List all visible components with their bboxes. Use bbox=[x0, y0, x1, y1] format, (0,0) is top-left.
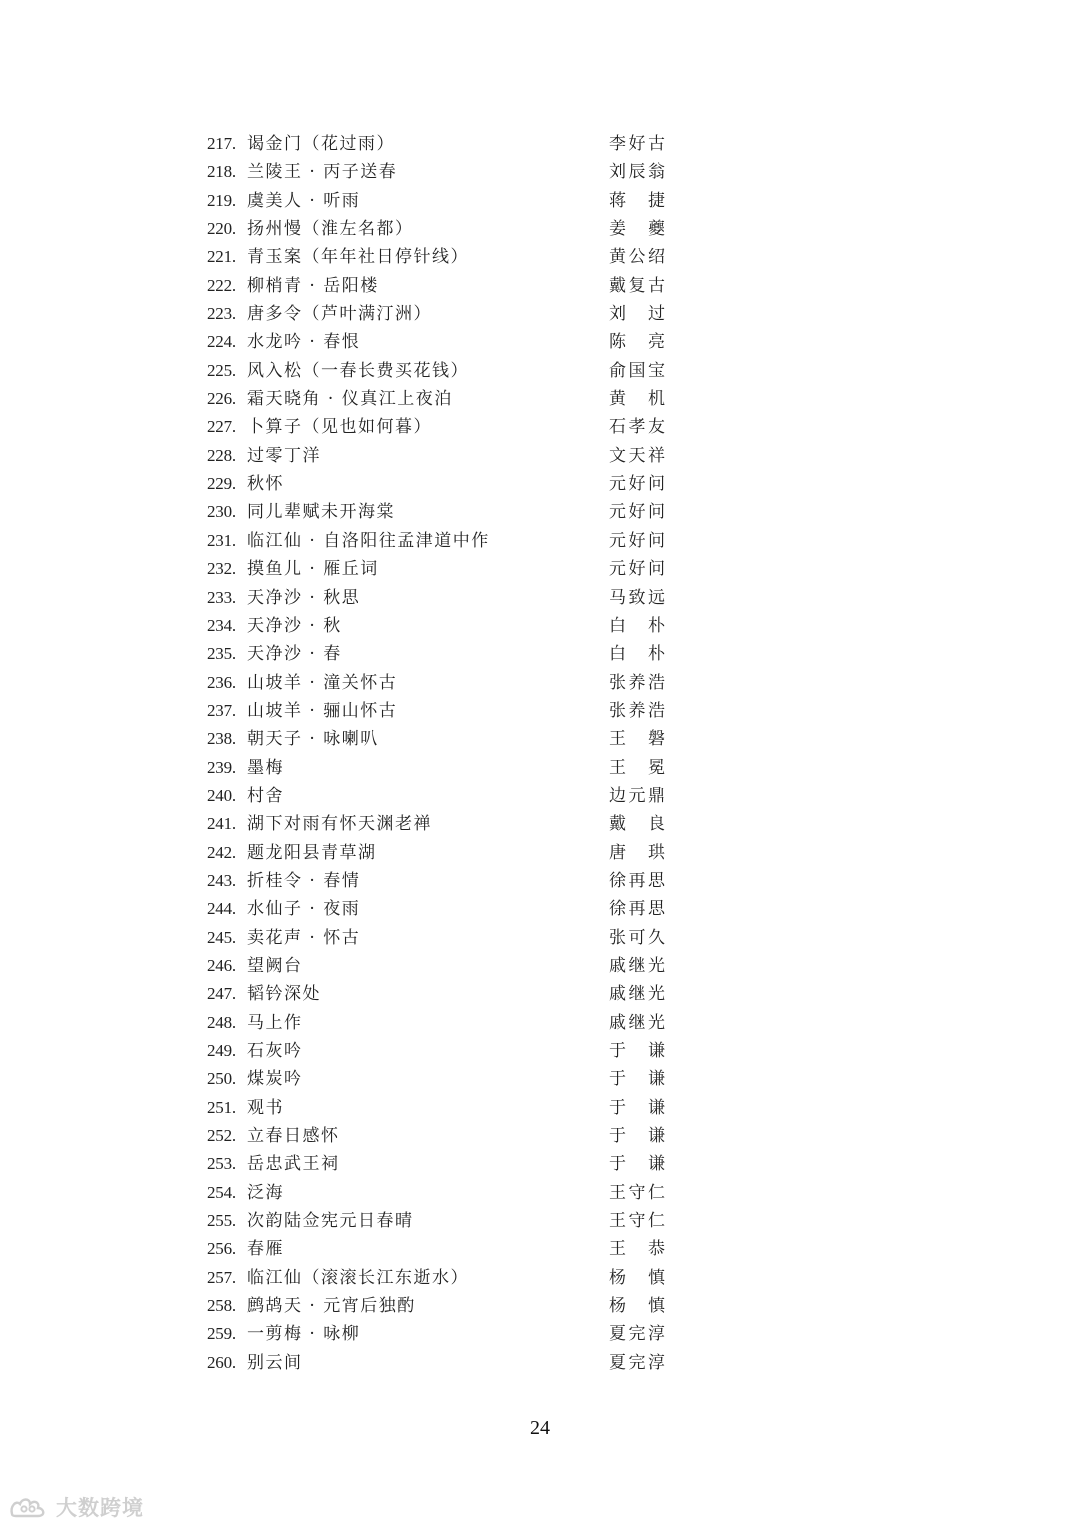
entry-title: 折桂令 · 春情 bbox=[247, 870, 361, 891]
entry-author: 王 磐 bbox=[609, 729, 665, 750]
entry-number: 255. bbox=[207, 1211, 236, 1231]
entry-author: 元好问 bbox=[609, 474, 665, 495]
entry-title: 摸鱼儿 · 雁丘词 bbox=[247, 559, 379, 580]
entry-author: 杨 慎 bbox=[609, 1296, 665, 1317]
entry-author: 戚继光 bbox=[609, 955, 665, 976]
entry-author: 王 冕 bbox=[609, 757, 665, 778]
list-item bbox=[207, 952, 677, 980]
list-item bbox=[207, 1037, 677, 1065]
entry-number: 224. bbox=[207, 332, 236, 352]
entry-author: 边元鼎 bbox=[609, 785, 665, 806]
list-item bbox=[207, 328, 677, 356]
entry-title: 湖下对雨有怀天渊老禅 bbox=[247, 814, 432, 835]
list-item bbox=[207, 555, 677, 583]
list-item bbox=[207, 272, 677, 300]
list-item bbox=[207, 357, 677, 385]
entry-number: 256. bbox=[207, 1239, 236, 1259]
entry-number: 260. bbox=[207, 1352, 236, 1372]
entry-author: 张可久 bbox=[609, 927, 665, 948]
entry-title: 韬钤深处 bbox=[247, 984, 321, 1005]
entry-number: 259. bbox=[207, 1324, 236, 1344]
entry-author: 徐再思 bbox=[609, 899, 665, 920]
entry-title: 泛海 bbox=[247, 1182, 284, 1203]
list-item bbox=[207, 895, 677, 923]
entry-title: 水仙子 · 夜雨 bbox=[247, 899, 361, 920]
entry-title: 岳忠武王祠 bbox=[247, 1154, 340, 1175]
list-item bbox=[207, 640, 677, 668]
entry-author: 黄 机 bbox=[609, 389, 665, 410]
entry-number: 219. bbox=[207, 190, 236, 210]
list-item bbox=[207, 697, 677, 725]
list-item bbox=[207, 385, 677, 413]
entry-author: 杨 慎 bbox=[609, 1267, 665, 1288]
list-item bbox=[207, 924, 677, 952]
list-item bbox=[207, 527, 677, 555]
entry-title: 扬州慢（淮左名都） bbox=[247, 219, 414, 240]
entry-number: 240. bbox=[207, 785, 236, 805]
list-item bbox=[207, 1122, 677, 1150]
entry-number: 246. bbox=[207, 955, 236, 975]
poem-list bbox=[207, 130, 677, 1377]
list-item bbox=[207, 1349, 677, 1377]
entry-number: 225. bbox=[207, 360, 236, 380]
list-item bbox=[207, 810, 677, 838]
entry-title: 望阙台 bbox=[247, 955, 303, 976]
entry-title: 风入松（一春长费买花钱） bbox=[247, 360, 469, 381]
entry-title: 临江仙（滚滚长江东逝水） bbox=[247, 1267, 469, 1288]
entry-author: 戴 良 bbox=[609, 814, 665, 835]
entry-title: 谒金门（花过雨） bbox=[247, 134, 395, 154]
entry-title: 虞美人 · 听雨 bbox=[247, 190, 361, 211]
entry-number: 218. bbox=[207, 162, 236, 182]
entry-author: 于 谦 bbox=[609, 1126, 665, 1147]
entry-number: 237. bbox=[207, 700, 236, 720]
entry-title: 一剪梅 · 咏柳 bbox=[247, 1324, 361, 1345]
entry-title: 柳梢青 · 岳阳楼 bbox=[247, 275, 379, 296]
entry-number: 222. bbox=[207, 275, 236, 295]
entry-author: 蒋 捷 bbox=[609, 190, 665, 211]
entry-number: 245. bbox=[207, 927, 236, 947]
entry-author: 白 朴 bbox=[609, 615, 665, 636]
list-item bbox=[207, 1264, 677, 1292]
list-item bbox=[207, 1065, 677, 1093]
list-item bbox=[207, 1094, 677, 1122]
entry-number: 241. bbox=[207, 814, 236, 834]
entry-title: 石灰吟 bbox=[247, 1041, 303, 1061]
entry-author: 王守仁 bbox=[609, 1182, 665, 1203]
entry-number: 231. bbox=[207, 530, 236, 550]
entry-number: 248. bbox=[207, 1012, 236, 1032]
entry-author: 黄公绍 bbox=[609, 247, 665, 268]
entry-number: 243. bbox=[207, 870, 236, 890]
entry-author: 夏完淳 bbox=[609, 1324, 665, 1345]
entry-number: 230. bbox=[207, 502, 236, 522]
entry-number: 235. bbox=[207, 644, 236, 664]
entry-number: 253. bbox=[207, 1154, 236, 1174]
entry-number: 217. bbox=[207, 134, 236, 153]
entry-title: 山坡羊 · 骊山怀古 bbox=[247, 700, 398, 721]
entry-title: 卜算子（见也如何暮） bbox=[247, 417, 432, 438]
entry-author: 于 谦 bbox=[609, 1041, 665, 1061]
entry-author: 于 谦 bbox=[609, 1097, 665, 1118]
entry-title: 天净沙 · 春 bbox=[247, 644, 342, 665]
list-item bbox=[207, 1009, 677, 1037]
entry-title: 题龙阳县青草湖 bbox=[247, 842, 377, 863]
list-item bbox=[207, 1235, 677, 1263]
entry-author: 陈 亮 bbox=[609, 332, 665, 353]
list-item bbox=[207, 300, 677, 328]
entry-number: 227. bbox=[207, 417, 236, 437]
list-item bbox=[207, 442, 677, 470]
entry-author: 于 谦 bbox=[609, 1154, 665, 1175]
entry-number: 226. bbox=[207, 389, 236, 409]
entry-title: 煤炭吟 bbox=[247, 1069, 303, 1090]
entry-number: 232. bbox=[207, 559, 236, 579]
entry-author: 戚继光 bbox=[609, 1012, 665, 1033]
list-item bbox=[207, 782, 677, 810]
list-item bbox=[207, 584, 677, 612]
entry-title: 立春日感怀 bbox=[247, 1126, 340, 1147]
entry-author: 张养浩 bbox=[609, 700, 665, 721]
entry-author: 戚继光 bbox=[609, 984, 665, 1005]
entry-title: 同儿辈赋未开海棠 bbox=[247, 502, 395, 523]
entry-number: 251. bbox=[207, 1097, 236, 1117]
entry-number: 258. bbox=[207, 1296, 236, 1316]
list-item bbox=[207, 498, 677, 526]
entry-author: 戴复古 bbox=[609, 275, 665, 296]
entry-title: 马上作 bbox=[247, 1012, 303, 1033]
entry-author: 唐 珙 bbox=[609, 842, 665, 863]
entry-author: 李好古 bbox=[609, 134, 665, 154]
entry-title: 墨梅 bbox=[247, 757, 284, 778]
list-item bbox=[207, 470, 677, 498]
entry-number: 236. bbox=[207, 672, 236, 692]
entry-number: 223. bbox=[207, 304, 236, 324]
entry-title: 村舍 bbox=[247, 785, 284, 806]
entry-author: 张养浩 bbox=[609, 672, 665, 693]
entry-title: 天净沙 · 秋思 bbox=[247, 587, 361, 608]
entry-title: 卖花声 · 怀古 bbox=[247, 927, 361, 948]
entry-title: 天净沙 · 秋 bbox=[247, 615, 342, 636]
entry-author: 元好问 bbox=[609, 559, 665, 580]
entry-author: 马致远 bbox=[609, 587, 665, 608]
entry-number: 257. bbox=[207, 1267, 236, 1287]
watermark-text: 大数跨境 bbox=[56, 1496, 144, 1520]
list-item bbox=[207, 725, 677, 753]
entry-number: 228. bbox=[207, 445, 236, 465]
list-item bbox=[207, 1150, 677, 1178]
entry-author: 文天祥 bbox=[609, 445, 665, 466]
entry-title: 次韵陆佥宪元日春晴 bbox=[247, 1211, 414, 1232]
entry-author: 俞国宝 bbox=[609, 360, 665, 381]
entry-author: 徐再思 bbox=[609, 870, 665, 891]
list-item bbox=[207, 413, 677, 441]
entry-title: 春雁 bbox=[247, 1239, 284, 1260]
entry-title: 别云间 bbox=[247, 1352, 303, 1373]
entry-author: 王守仁 bbox=[609, 1211, 665, 1232]
entry-author: 王 恭 bbox=[609, 1239, 665, 1260]
list-item bbox=[207, 187, 677, 215]
entry-number: 229. bbox=[207, 474, 236, 494]
list-item bbox=[207, 1207, 677, 1235]
entry-title: 秋怀 bbox=[247, 474, 284, 495]
entry-title: 山坡羊 · 潼关怀古 bbox=[247, 672, 398, 693]
entry-author: 夏完淳 bbox=[609, 1352, 665, 1373]
watermark-logo-icon bbox=[8, 1494, 50, 1520]
entry-title: 霜天晓角 · 仪真江上夜泊 bbox=[247, 389, 453, 410]
list-item bbox=[207, 1292, 677, 1320]
entry-number: 221. bbox=[207, 247, 236, 267]
list-item bbox=[207, 754, 677, 782]
list-item bbox=[207, 612, 677, 640]
entry-title: 青玉案（年年社日停针线） bbox=[247, 247, 469, 268]
entry-number: 254. bbox=[207, 1182, 236, 1202]
entry-author: 于 谦 bbox=[609, 1069, 665, 1090]
entry-title: 临江仙 · 自洛阳往孟津道中作 bbox=[247, 530, 490, 551]
entry-number: 239. bbox=[207, 757, 236, 777]
list-item bbox=[207, 980, 677, 1008]
entry-author: 刘 过 bbox=[609, 304, 665, 325]
entry-title: 朝天子 · 咏喇叭 bbox=[247, 729, 379, 750]
entry-number: 234. bbox=[207, 615, 236, 635]
entry-number: 252. bbox=[207, 1126, 236, 1146]
entry-number: 249. bbox=[207, 1041, 236, 1060]
list-item bbox=[207, 158, 677, 186]
list-item bbox=[207, 669, 677, 697]
list-item bbox=[207, 243, 677, 271]
list-item bbox=[207, 1179, 677, 1207]
list-item bbox=[207, 839, 677, 867]
entry-title: 水龙吟 · 春恨 bbox=[247, 332, 361, 353]
entry-title: 唐多令（芦叶满汀洲） bbox=[247, 304, 432, 325]
list-item bbox=[207, 867, 677, 895]
entry-author: 元好问 bbox=[609, 530, 665, 551]
page-number: 24 bbox=[530, 1417, 550, 1439]
entry-number: 247. bbox=[207, 984, 236, 1004]
entry-author: 石孝友 bbox=[609, 417, 665, 438]
entry-number: 238. bbox=[207, 729, 236, 749]
entry-number: 242. bbox=[207, 842, 236, 862]
entry-author: 元好问 bbox=[609, 502, 665, 523]
entry-title: 过零丁洋 bbox=[247, 445, 321, 466]
entry-title: 兰陵王 · 丙子送春 bbox=[247, 162, 398, 183]
entry-title: 鹧鸪天 · 元宵后独酌 bbox=[247, 1296, 416, 1317]
entry-number: 250. bbox=[207, 1069, 236, 1089]
entry-title: 观书 bbox=[247, 1097, 284, 1118]
entry-author: 白 朴 bbox=[609, 644, 665, 665]
entry-number: 233. bbox=[207, 587, 236, 607]
entry-number: 244. bbox=[207, 899, 236, 919]
list-item bbox=[207, 130, 677, 158]
list-item bbox=[207, 1320, 677, 1348]
watermark bbox=[8, 1492, 144, 1522]
entry-author: 刘辰翁 bbox=[609, 162, 665, 183]
entry-number: 220. bbox=[207, 219, 236, 239]
entry-author: 姜 夔 bbox=[609, 219, 665, 240]
list-item bbox=[207, 215, 677, 243]
